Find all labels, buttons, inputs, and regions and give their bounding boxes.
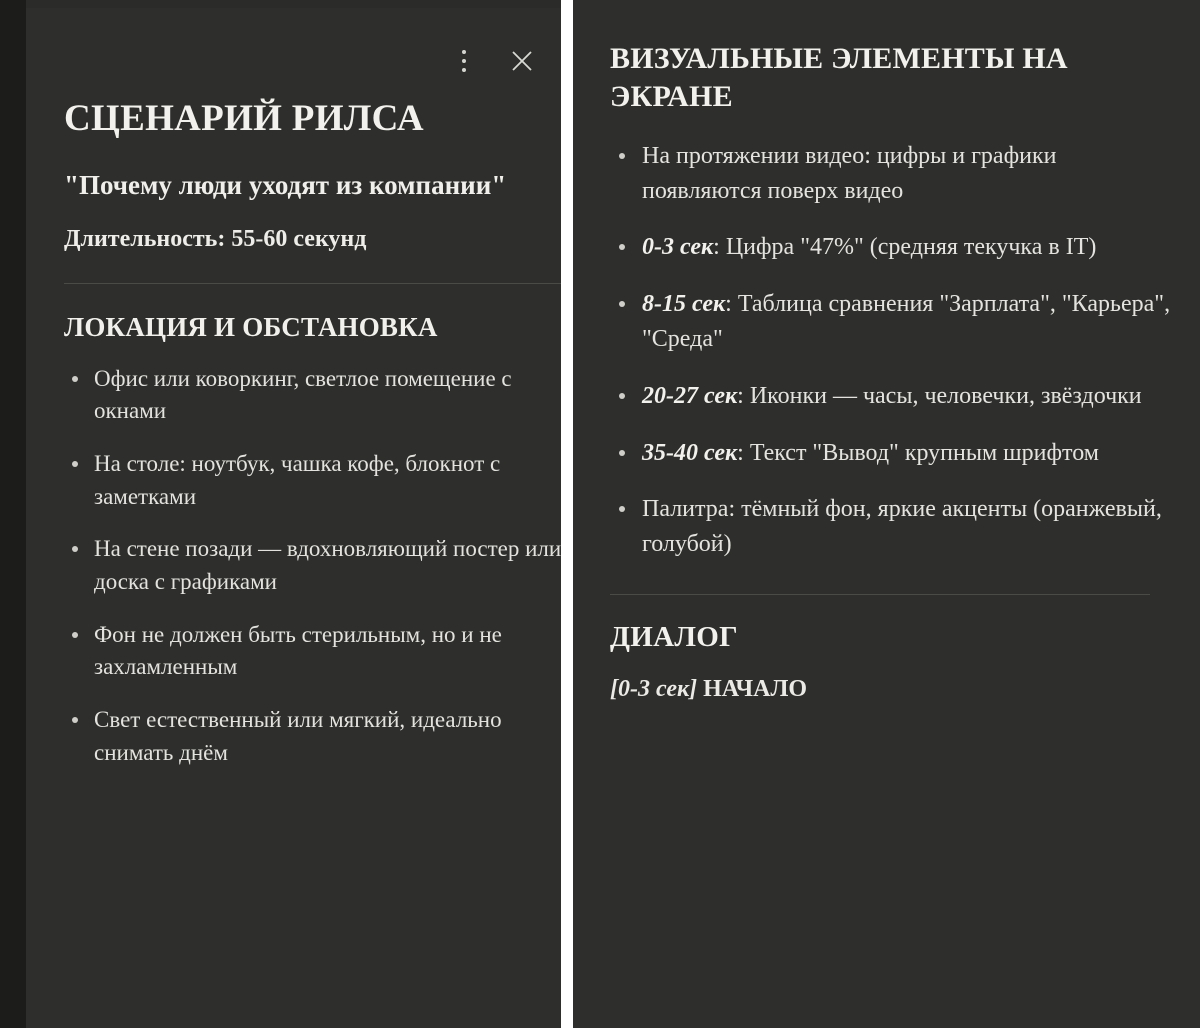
timecode-label: 0-3 сек (642, 234, 714, 261)
left-panel (0, 0, 561, 1028)
dialog-timecode: [0-3 сек] (610, 675, 698, 702)
section-heading-dialog: ДИАЛОГ (610, 620, 738, 653)
section-divider (64, 283, 561, 284)
page-subtitle: "Почему люди уходят из компании" (64, 169, 507, 200)
list-item-text: : Таблица сравнения "Зарплата", "Карьера", "Среда" (642, 291, 1171, 352)
section-heading-location: ЛОКАЦИЯ И ОБСТАНОВКА (64, 311, 438, 342)
timecode-label: 35-40 сек (642, 439, 738, 466)
section-divider (610, 594, 1150, 595)
left-edge-strip (0, 0, 26, 1028)
list-item-text: На протяжении видео: цифры и графики появляются поверх видео (642, 142, 1057, 204)
list-item: Офис или коворкинг, светлое помещение с окнами (64, 363, 561, 428)
list-item (610, 287, 1180, 357)
timecode-label: 8-15 сек (642, 291, 726, 318)
window-controls (447, 44, 539, 78)
duration-text: Длительность: 55-60 секунд (64, 225, 367, 252)
visual-elements-list (610, 139, 1180, 562)
left-document-sheet (26, 8, 561, 1028)
location-list (64, 363, 561, 770)
list-item (610, 139, 1180, 209)
list-item: Свет естественный или мягкий, идеально снимать днём (64, 704, 561, 769)
section-heading-visuals: ВИЗУАЛЬНЫЕ ЭЛЕМЕНТЫ НА ЭКРАНЕ (610, 42, 1068, 114)
close-icon[interactable] (505, 44, 539, 78)
list-item (610, 379, 1180, 414)
timecode-label: 20-27 сек (642, 382, 738, 409)
dialog-label: НАЧАЛО (703, 675, 807, 702)
list-item: Фон не должен быть стерильным, но и не захламленным (64, 619, 561, 684)
kebab-menu-icon[interactable] (447, 44, 481, 78)
list-item (610, 436, 1180, 471)
list-item: На столе: ноутбук, чашка кофе, блокнот с заметками (64, 448, 561, 513)
list-item: На стене позади — вдохновляющий постер или доска с графиками (64, 533, 561, 598)
list-item-text: : Иконки — часы, человечки, звёздочки (737, 382, 1142, 409)
list-item (610, 492, 1180, 562)
right-content (610, 40, 1180, 703)
list-item (610, 230, 1180, 265)
left-content (64, 98, 561, 789)
list-item-text: : Текст "Вывод" крупным шрифтом (737, 439, 1099, 466)
list-item-text: Палитра: тёмный фон, яркие акценты (оранжевый, голубой) (642, 496, 1162, 558)
dialog-first-line (610, 676, 1180, 703)
page-title: СЦЕНАРИЙ РИЛСА (64, 98, 424, 139)
list-item-text: : Цифра "47%" (средняя текучка в IT) (713, 234, 1097, 261)
